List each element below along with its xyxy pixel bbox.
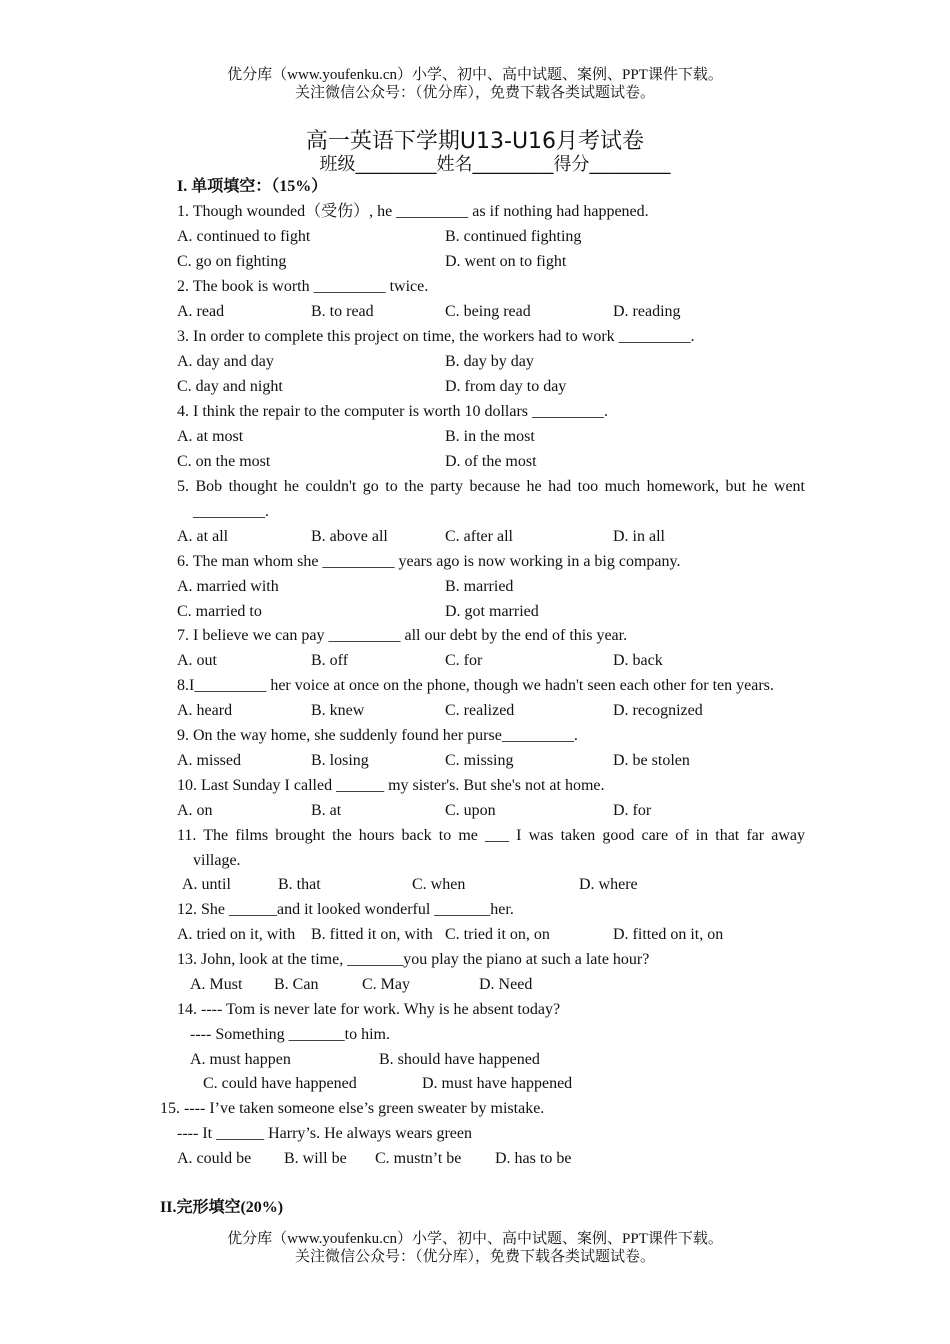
option-b: B. continued fighting: [445, 228, 582, 245]
question-stem: 10. Last Sunday I called ______ my sister's. But she's not at home.: [177, 777, 605, 794]
student-info-line: 班级_________姓名_________得分_________: [319, 154, 671, 175]
option-b: B. Can: [274, 976, 319, 993]
question-stem: 1. Though wounded（受伤）, he _________ as if nothing had happened.: [177, 203, 649, 220]
question-stem-continued: village.: [193, 852, 241, 869]
option-c: C. missing: [445, 752, 514, 769]
question-stem: 15. ---- I’ve taken someone else’s green sweater by mistake.: [160, 1100, 545, 1117]
question-stem: 4. I think the repair to the computer is worth 10 dollars _________.: [177, 403, 609, 420]
question-stem: 2. The book is worth _________ twice.: [177, 278, 429, 295]
option-c: C. upon: [445, 802, 496, 819]
option-b: B. knew: [311, 702, 365, 719]
option-a: A. at most: [177, 428, 244, 445]
option-b: B. to read: [311, 303, 374, 320]
option-c: C. mustn’t be: [375, 1150, 462, 1167]
question-stem: 8.I_________ her voice at once on the phone, though we hadn't seen each other for ten years.: [177, 677, 774, 694]
option-a: A. married with: [177, 578, 279, 595]
question-stem: 9. On the way home, she suddenly found her purse_________.: [177, 727, 578, 744]
header-line-2: 关注微信公众号：（优分库），免费下载各类试题试卷。: [294, 85, 655, 101]
question-stem-continued: ---- Something _______to him.: [190, 1026, 390, 1043]
option-c: C. for: [445, 652, 483, 669]
option-a: A. Must: [190, 976, 243, 993]
option-a: A. tried on it, with: [177, 926, 296, 943]
option-c: C. when: [412, 876, 466, 893]
option-d: D. be stolen: [613, 752, 690, 769]
footer-line-2: 关注微信公众号：（优分库），免费下载各类试题试卷。: [294, 1249, 655, 1265]
option-b: B. losing: [311, 752, 369, 769]
option-d: D. went on to fight: [445, 253, 567, 270]
option-d: D. must have happened: [422, 1075, 573, 1092]
page-title: 高一英语下学期U13-U16月考试卷: [305, 129, 645, 154]
option-d: D. Need: [479, 976, 533, 993]
option-a: A. must happen: [190, 1051, 291, 1068]
option-b: B. above all: [311, 528, 388, 545]
option-c: C. go on fighting: [177, 253, 287, 270]
option-a: A. out: [177, 652, 217, 669]
option-a: A. continued to fight: [177, 228, 311, 245]
option-c: C. May: [362, 976, 410, 993]
footer-line-1: 优分库（www.youfenku.cn）小学、初中、高中试题、案例、PPT课件下载。: [227, 1231, 723, 1247]
question-stem: 7. I believe we can pay _________ all our debt by the end of this year.: [177, 627, 628, 644]
option-b: B. day by day: [445, 353, 534, 370]
option-b: B. off: [311, 652, 349, 669]
option-d: D. has to be: [495, 1150, 572, 1167]
question-stem-continued: _________.: [193, 503, 269, 520]
question-stem-continued: ---- It ______ Harry’s. He always wears green: [177, 1125, 472, 1142]
question-stem: 11. The films brought the hours back to me ___ I was taken good care of in that far away: [177, 827, 805, 844]
question-stem: 14. ---- Tom is never late for work. Why is he absent today?: [177, 1001, 561, 1018]
option-c: C. realized: [445, 702, 515, 719]
option-a: A. day and day: [177, 353, 274, 370]
option-a: A. on: [177, 802, 213, 819]
section-heading-cloze: II.完形填空(20%): [160, 1199, 284, 1216]
option-d: D. of the most: [445, 453, 537, 470]
option-c: C. day and night: [177, 378, 283, 395]
option-c: C. after all: [445, 528, 513, 545]
option-d: D. for: [613, 802, 652, 819]
option-a: A. until: [182, 876, 231, 893]
option-d: D. got married: [445, 603, 539, 620]
question-stem: 6. The man whom she _________ years ago is now working in a big company.: [177, 553, 681, 570]
option-d: D. reading: [613, 303, 681, 320]
option-b: B. should have happened: [379, 1051, 540, 1068]
option-b: B. that: [278, 876, 321, 893]
question-stem: 13. John, look at the time, _______you play the piano at such a late hour?: [177, 951, 650, 968]
option-c: C. being read: [445, 303, 531, 320]
option-c: C. married to: [177, 603, 262, 620]
section-heading-single-choice: I. 单项填空：（15%）: [177, 178, 328, 195]
option-d: D. fitted on it, on: [613, 926, 724, 943]
option-d: D. where: [579, 876, 638, 893]
option-d: D. from day to day: [445, 378, 567, 395]
option-d: D. in all: [613, 528, 665, 545]
question-stem: 3. In order to complete this project on time, the workers had to work _________.: [177, 328, 695, 345]
question-stem: 5. Bob thought he couldn't go to the party because he had too much homework, but he went: [177, 478, 805, 495]
option-a: A. could be: [177, 1150, 252, 1167]
option-c: C. could have happened: [203, 1075, 357, 1092]
option-b: B. in the most: [445, 428, 535, 445]
option-a: A. at all: [177, 528, 229, 545]
header-line-1: 优分库（www.youfenku.cn）小学、初中、高中试题、案例、PPT课件下载。: [227, 67, 723, 83]
option-a: A. read: [177, 303, 225, 320]
option-c: C. tried it on, on: [445, 926, 550, 943]
option-b: B. fitted it on, with: [311, 926, 433, 943]
option-b: B. at: [311, 802, 342, 819]
option-b: B. will be: [284, 1150, 347, 1167]
option-a: A. heard: [177, 702, 233, 719]
option-b: B. married: [445, 578, 514, 595]
option-a: A. missed: [177, 752, 241, 769]
option-d: D. back: [613, 652, 663, 669]
option-c: C. on the most: [177, 453, 271, 470]
question-stem: 12. She ______and it looked wonderful _______her.: [177, 901, 514, 918]
option-d: D. recognized: [613, 702, 703, 719]
